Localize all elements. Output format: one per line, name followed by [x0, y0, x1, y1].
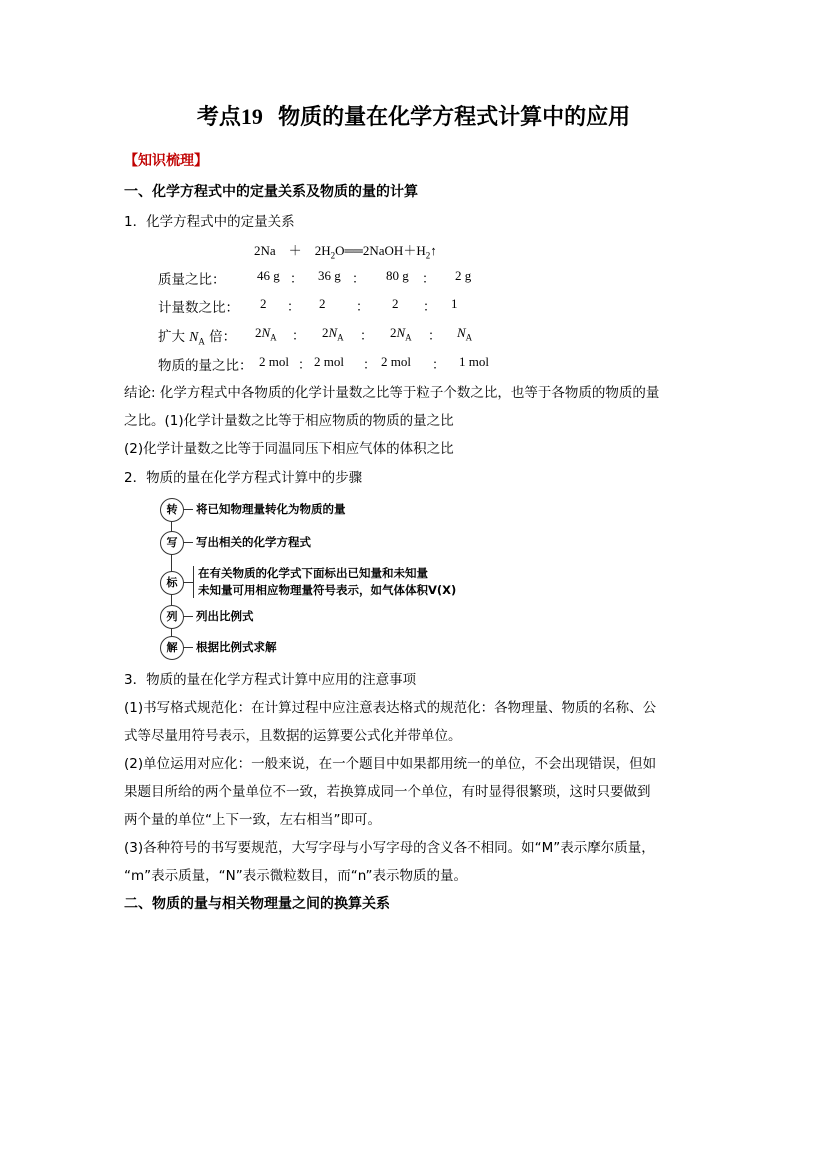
row-mol-v1: 2 mol: [259, 354, 289, 369]
step-line-5: [183, 647, 193, 648]
row-mass-v2: 36 g: [318, 268, 341, 283]
row-mol-v4: 1 mol: [459, 354, 489, 369]
row-na-v3-sub: A: [405, 332, 412, 343]
step-line-3: [183, 582, 193, 583]
row-coef-v3: 2: [392, 296, 399, 311]
subheading-3: 3．物质的量在化学方程式计算中应用的注意事项: [124, 672, 417, 688]
note-line-7: “m”表示质量，“N”表示微粒数目，而“n”表示物质的量。: [124, 868, 468, 884]
step-line-4: [183, 616, 193, 617]
step-circle-5: 解: [160, 636, 184, 660]
step-circle-1: 转: [160, 498, 184, 522]
step-text-3b: 未知量可用相应物理量符号表示，如气体体积V(X): [198, 583, 457, 597]
section-label: 【知识梳理】: [124, 153, 208, 169]
note-line-4: 果题目所给的两个量单位不一致，若换算成同一个单位，有时显得很繁琐，这时只要做到: [124, 784, 651, 800]
note-line-5: 两个量的单位“上下一致，左右相当”即可。: [124, 812, 381, 828]
row-na-label-post: 倍：: [204, 329, 237, 345]
sep: ：: [292, 329, 306, 344]
conclusion-line-2: 之比。(1)化学计量数之比等于相应物质的物质的量之比: [124, 413, 454, 429]
sep: ：: [432, 358, 446, 373]
reactant-water-o: O: [335, 243, 345, 258]
row-na-v2-coef: 2: [322, 325, 329, 340]
equals-arrow: ══: [344, 243, 363, 258]
row-mass-label: 质量之比：: [158, 272, 226, 288]
step-text-2: 写出相关的化学方程式: [196, 535, 311, 549]
reactant-water: 2H: [314, 243, 331, 258]
subheading-1: 1．化学方程式中的定量关系: [124, 214, 295, 230]
plus-sign: ＋: [288, 243, 302, 258]
sep: ：: [352, 272, 366, 287]
row-na-v1-sub: A: [270, 332, 277, 343]
row-mass-v1: 46 g: [257, 268, 280, 283]
equation: [254, 240, 437, 261]
gas-arrow: ↑: [430, 243, 437, 258]
row-na-v1: [255, 325, 277, 343]
step-bracket-3: [193, 566, 194, 598]
row-coef-v4: 1: [451, 296, 458, 311]
sep: ：: [298, 358, 312, 373]
step-text-5: 根据比例式求解: [196, 640, 277, 654]
step-circle-2: 写: [160, 531, 184, 555]
part1-heading: 一、化学方程式中的定量关系及物质的量的计算: [124, 184, 418, 200]
sep: ：: [423, 300, 437, 315]
title-number: 19: [240, 104, 263, 129]
row-mass-v4: 2 g: [455, 268, 472, 283]
sep: ：: [422, 272, 436, 287]
row-na-v2-sub: A: [337, 332, 344, 343]
reactant-na: 2Na: [254, 243, 276, 258]
row-mol-v2: 2 mol: [314, 354, 344, 369]
sep: ：: [363, 358, 377, 373]
sep: ：: [360, 329, 374, 344]
row-na-v1-var: N: [261, 325, 271, 340]
step-circle-3: 标: [160, 571, 184, 595]
row-na-label-var: N: [189, 329, 199, 344]
note-line-6: (3)各种符号的书写要规范，大写字母与小写字母的含义各不相同。如“M”表示摩尔质量，: [124, 840, 655, 856]
step-line-1: [183, 509, 193, 510]
row-na-v4-sub: A: [465, 332, 473, 343]
sep: ：: [356, 300, 370, 315]
reactant-water-sub: 2: [330, 250, 336, 261]
row-na-v3-var: N: [396, 325, 406, 340]
step-text-1: 将已知物理量转化为物质的量: [196, 502, 346, 516]
sep: ：: [428, 329, 442, 344]
step-text-3a: 在有关物质的化学式下面标出已知量和未知量: [198, 566, 428, 580]
step-line-2: [183, 542, 193, 543]
page-title: [0, 100, 827, 131]
subheading-2: 2．物质的量在化学方程式计算中的步骤: [124, 470, 363, 486]
sep: ：: [287, 300, 301, 315]
conclusion-line-1: 结论: 化学方程式中各物质的化学计量数之比等于粒子个数之比，也等于各物质的物质的量: [124, 385, 660, 401]
row-mass-v3: 80 g: [386, 268, 409, 283]
steps-flowchart: [160, 494, 490, 664]
row-na-label-pre: 扩大: [158, 329, 190, 345]
row-na-v3: [390, 325, 412, 343]
row-na-label-sub: A: [198, 336, 205, 347]
sep: ：: [290, 272, 304, 287]
row-coef-v1: 2: [260, 296, 267, 311]
products: 2NaOH＋H: [362, 243, 426, 258]
row-mol-label: 物质的量之比：: [158, 358, 253, 374]
note-line-3: (2)单位运用对应化：一般来说，在一个题目中如果都用统一的单位，不会出现错误，但如: [124, 756, 657, 772]
row-na-v4-var: N: [457, 325, 466, 340]
products-sub: 2: [425, 250, 431, 261]
row-na-v3-coef: 2: [390, 325, 397, 340]
step-circle-4: 列: [160, 605, 184, 629]
row-coef-label: 计量数之比：: [158, 300, 239, 316]
row-mol-v3: 2 mol: [381, 354, 411, 369]
row-na-v2-var: N: [328, 325, 338, 340]
row-na-label: [158, 325, 236, 347]
row-na-v2: [322, 325, 344, 343]
row-na-v4: [457, 325, 472, 343]
step-text-4: 列出比例式: [196, 609, 254, 623]
row-na-v1-coef: 2: [255, 325, 262, 340]
note-line-2: 式等尽量用符号表示，且数据的运算要公式化并带单位。: [124, 728, 462, 744]
title-prefix: 考点: [196, 105, 241, 130]
part2-heading: 二、物质的量与相关物理量之间的换算关系: [124, 896, 390, 912]
conclusion-line-3: (2)化学计量数之比等于同温同压下相应气体的体积之比: [124, 441, 454, 457]
row-coef-v2: 2: [319, 296, 326, 311]
title-text: 物质的量在化学方程式计算中的应用: [278, 105, 631, 130]
note-line-1: (1)书写格式规范化：在计算过程中应注意表达格式的规范化：各物理量、物质的名称、公: [124, 700, 657, 716]
